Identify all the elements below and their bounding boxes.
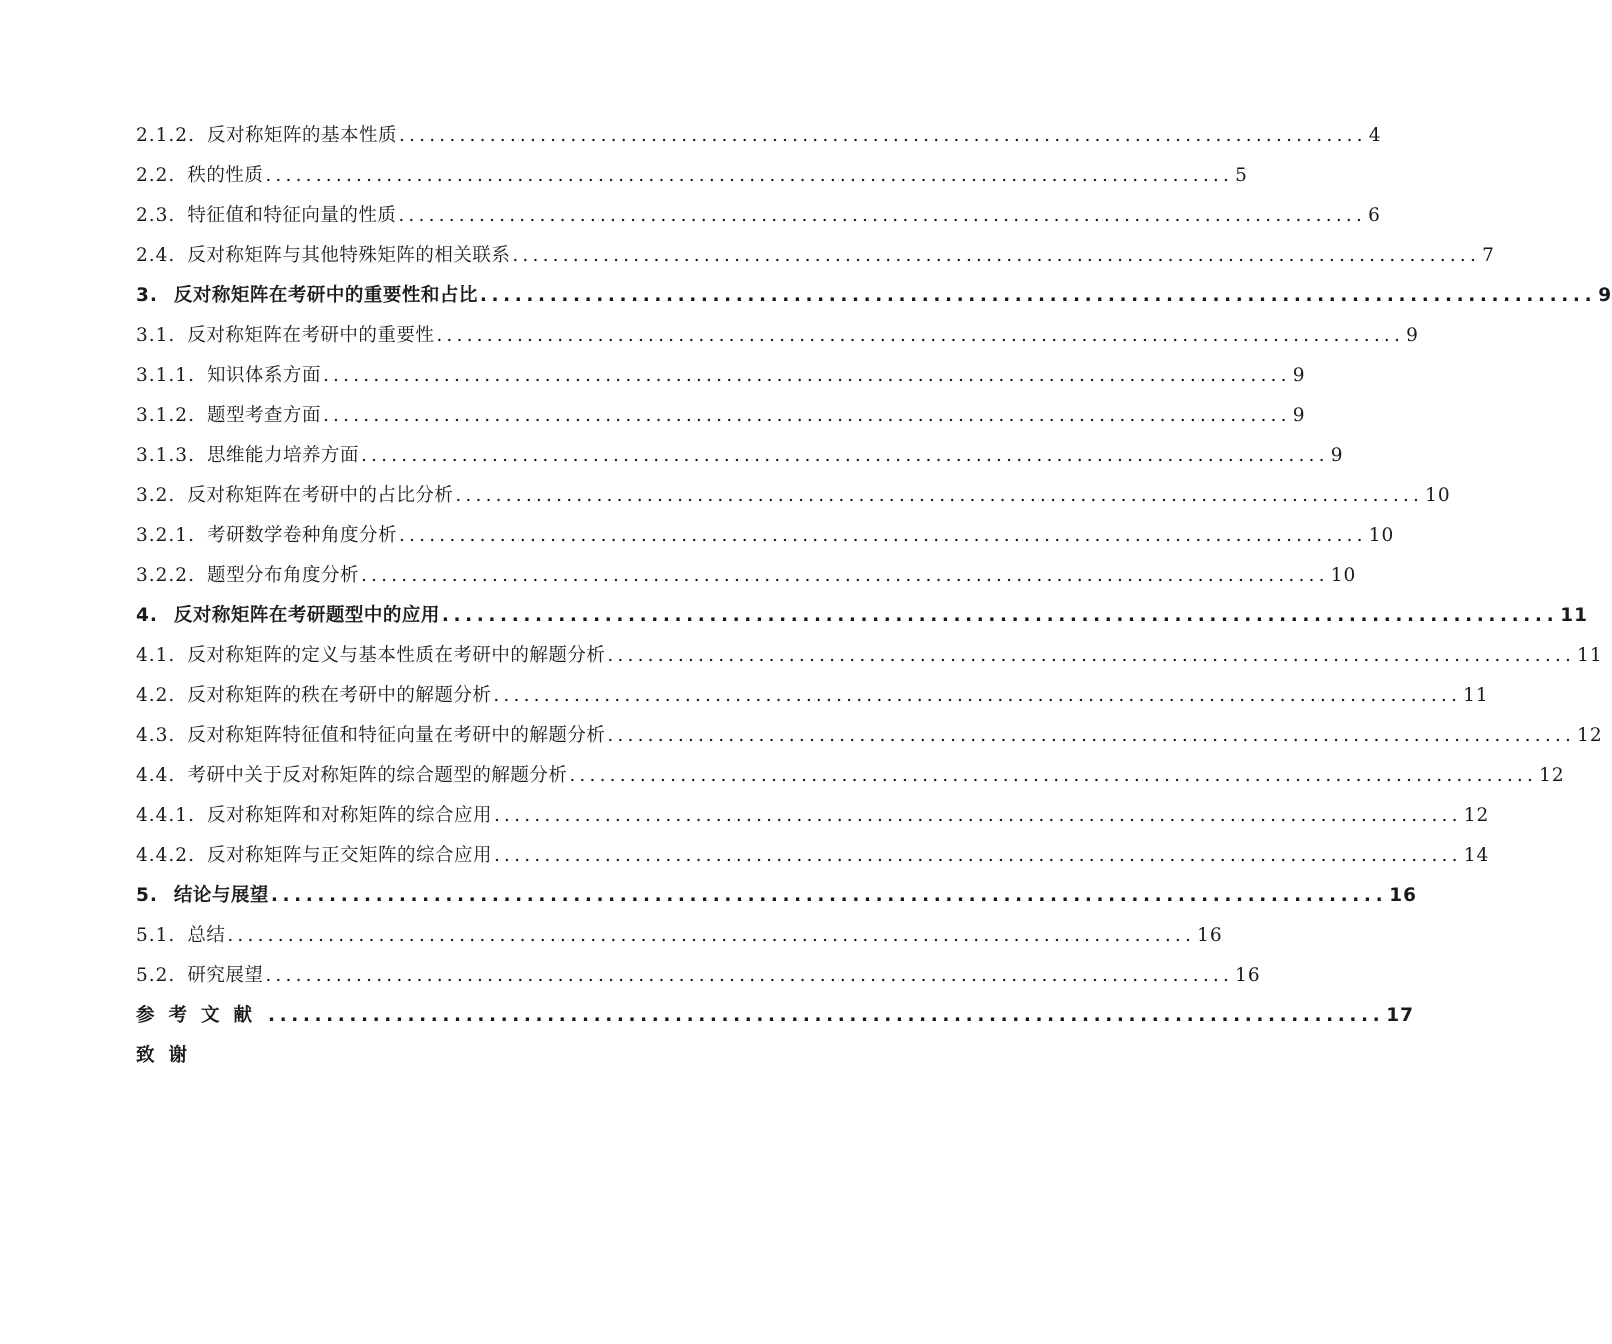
- toc-entry-5-2[interactable]: [136, 956, 1261, 996]
- toc-entry-page: 7: [1482, 245, 1495, 266]
- toc-entry-page: 12: [1577, 725, 1603, 746]
- toc-entry-page: 9: [1406, 325, 1419, 346]
- dot-leader: ................................................................................................: [265, 165, 1234, 186]
- toc-entry-page: 10: [1330, 565, 1357, 586]
- dot-leader: ................................................................................................: [322, 405, 1291, 426]
- toc-entry-number: 4.4.1.: [136, 805, 195, 826]
- toc-entry-title: 考研中关于反对称矩阵的综合题型的解题分析: [187, 765, 568, 786]
- toc-entry-number: 4.: [136, 605, 158, 626]
- toc-entry-page: 10: [1368, 525, 1395, 546]
- toc-entry-4[interactable]: [136, 596, 1588, 636]
- toc-entry-number: 3.1.: [136, 325, 176, 346]
- toc-entry-number: 3.2.1.: [136, 525, 195, 546]
- toc-entry-number: 2.2.: [136, 165, 176, 186]
- toc-entry-title: 反对称矩阵与正交矩阵的综合应用: [206, 845, 492, 866]
- toc-entry-title: 反对称矩阵在考研中的重要性和占比: [173, 285, 478, 306]
- toc-entry-4-2[interactable]: [136, 676, 1489, 716]
- toc-entry-5-1[interactable]: [136, 916, 1223, 956]
- toc-entry-title: 秩的性质: [187, 165, 264, 186]
- toc-entry-number: 4.4.2.: [136, 845, 195, 866]
- dot-leader: ................................................................................................: [607, 725, 1576, 746]
- dot-leader: ................................................................................................: [455, 485, 1424, 506]
- toc-entry-3-2[interactable]: [136, 476, 1451, 516]
- toc-entry-title: 思维能力培养方面: [206, 445, 359, 466]
- toc-entry-page: 11: [1463, 685, 1489, 706]
- dot-leader: ................................................................................................: [436, 325, 1405, 346]
- dot-leader: ................................................................................................: [398, 205, 1367, 226]
- toc-entry-2-2[interactable]: [136, 156, 1248, 196]
- toc-entry-page: 14: [1463, 845, 1490, 866]
- toc-entry-number: 4.1.: [136, 645, 176, 666]
- toc-entry-title: 参考文献: [136, 1005, 267, 1026]
- toc-entry-page: 11: [1577, 645, 1603, 666]
- dot-leader: ................................................................................................: [270, 885, 1388, 906]
- toc-entry-title: 总结: [187, 925, 226, 946]
- toc-entry-page: 10: [1425, 485, 1451, 506]
- toc-entry-2-4[interactable]: [136, 236, 1495, 276]
- table-of-contents: [136, 116, 1612, 1076]
- toc-entry-page: 9: [1330, 445, 1344, 466]
- toc-entry-title: 考研数学卷种角度分析: [206, 525, 397, 546]
- toc-entry-page: 9: [1292, 405, 1306, 426]
- toc-entry-number: 2.1.2.: [136, 125, 195, 146]
- toc-entry-number: 2.4.: [136, 245, 176, 266]
- toc-entry-page: 12: [1539, 765, 1565, 786]
- toc-entry-number: 4.3.: [136, 725, 176, 746]
- toc-entry-page: 17: [1386, 1005, 1415, 1026]
- toc-entry-4-4-1[interactable]: [136, 796, 1490, 836]
- toc-entry-2-1-2[interactable]: [136, 116, 1382, 156]
- toc-entry-3-2-1[interactable]: [136, 516, 1395, 556]
- toc-entry-title: 反对称矩阵的基本性质: [206, 125, 397, 146]
- toc-entry-number: 3.2.: [136, 485, 176, 506]
- dot-leader: ................................................................................................: [493, 805, 1462, 826]
- toc-entry-3-1-2[interactable]: [136, 396, 1306, 436]
- toc-entry-number: 3.2.2.: [136, 565, 195, 586]
- toc-entry-number: 3.1.3.: [136, 445, 195, 466]
- toc-entry-page: 16: [1389, 885, 1417, 906]
- toc-entry-4-4[interactable]: [136, 756, 1565, 796]
- toc-entry-4-3[interactable]: [136, 716, 1603, 756]
- dot-leader: ................................................................................................: [322, 365, 1291, 386]
- dot-leader: ................................................................................................: [227, 925, 1196, 946]
- toc-entry-page: 16: [1235, 965, 1261, 986]
- toc-entry-page: 11: [1560, 605, 1588, 626]
- toc-entry-number: 3.1.1.: [136, 365, 195, 386]
- toc-entry-page: 9: [1292, 365, 1306, 386]
- toc-entry-number: 5.2.: [136, 965, 176, 986]
- dot-leader: ................................................................................................: [360, 445, 1329, 466]
- toc-entry-3-1[interactable]: [136, 316, 1419, 356]
- toc-entry-page: 9: [1598, 285, 1612, 306]
- dot-leader: ................................................................................................: [512, 245, 1481, 266]
- toc-entry-3[interactable]: [136, 276, 1612, 316]
- toc-entry-3-1-3[interactable]: [136, 436, 1344, 476]
- toc-entry-number: 4.4.: [136, 765, 176, 786]
- toc-entry-number: 3.1.2.: [136, 405, 195, 426]
- toc-entry-number: 3.: [136, 285, 158, 306]
- toc-entry-title: 反对称矩阵的秩在考研中的解题分析: [187, 685, 492, 706]
- toc-entry-3-1-1[interactable]: [136, 356, 1306, 396]
- toc-entry-title: 反对称矩阵在考研中的重要性: [187, 325, 435, 346]
- toc-entry-title: 知识体系方面: [206, 365, 321, 386]
- toc-entry-page: 4: [1368, 125, 1382, 146]
- dot-leader: ................................................................................................: [607, 645, 1576, 666]
- dot-leader: ................................................................................................: [265, 965, 1234, 986]
- toc-entry-page: 12: [1463, 805, 1490, 826]
- dot-leader: ................................................................................................: [398, 125, 1367, 146]
- dot-leader: ................................................................................................: [493, 685, 1462, 706]
- toc-entry-page: 6: [1368, 205, 1381, 226]
- toc-entry-3-2-2[interactable]: [136, 556, 1357, 596]
- dot-leader: ................................................................................................: [479, 285, 1597, 306]
- toc-entry-title: 题型考查方面: [206, 405, 321, 426]
- toc-entry-number: 5.1.: [136, 925, 176, 946]
- toc-entry-page: 16: [1197, 925, 1223, 946]
- toc-entry-page: 5: [1235, 165, 1248, 186]
- toc-entry-title: 反对称矩阵与其他特殊矩阵的相关联系: [187, 245, 511, 266]
- toc-entry-title: 反对称矩阵在考研中的占比分析: [187, 485, 454, 506]
- toc-entry-4-1[interactable]: [136, 636, 1603, 676]
- toc-entry-title: 题型分布角度分析: [206, 565, 359, 586]
- dot-leader: ................................................................................................: [441, 605, 1559, 626]
- toc-entry-acknowledgements[interactable]: [136, 1036, 851, 1076]
- toc-entry-number: 5.: [136, 885, 158, 906]
- toc-entry-title: 研究展望: [187, 965, 264, 986]
- dot-leader: ................................................................................................: [268, 1005, 1385, 1026]
- toc-entry-5[interactable]: [136, 876, 1417, 916]
- toc-entry-references[interactable]: [136, 996, 1415, 1036]
- toc-entry-title: 反对称矩阵在考研题型中的应用: [173, 605, 440, 626]
- toc-entry-title: 致谢: [136, 1045, 202, 1066]
- toc-entry-number: 4.2.: [136, 685, 176, 706]
- toc-entry-title: 结论与展望: [173, 885, 269, 906]
- toc-entry-4-4-2[interactable]: [136, 836, 1490, 876]
- dot-leader: ................................................................................................: [398, 525, 1367, 546]
- dot-leader: ................................................................................................: [569, 765, 1538, 786]
- dot-leader: ................................................................................................: [493, 845, 1462, 866]
- toc-entry-number: 2.3.: [136, 205, 176, 226]
- toc-entry-title: 反对称矩阵的定义与基本性质在考研中的解题分析: [187, 645, 606, 666]
- toc-entry-title: 反对称矩阵特征值和特征向量在考研中的解题分析: [187, 725, 606, 746]
- toc-entry-title: 特征值和特征向量的性质: [187, 205, 397, 226]
- dot-leader: ................................................................................................: [360, 565, 1329, 586]
- toc-entry-title: 反对称矩阵和对称矩阵的综合应用: [206, 805, 492, 826]
- toc-entry-2-3[interactable]: [136, 196, 1381, 236]
